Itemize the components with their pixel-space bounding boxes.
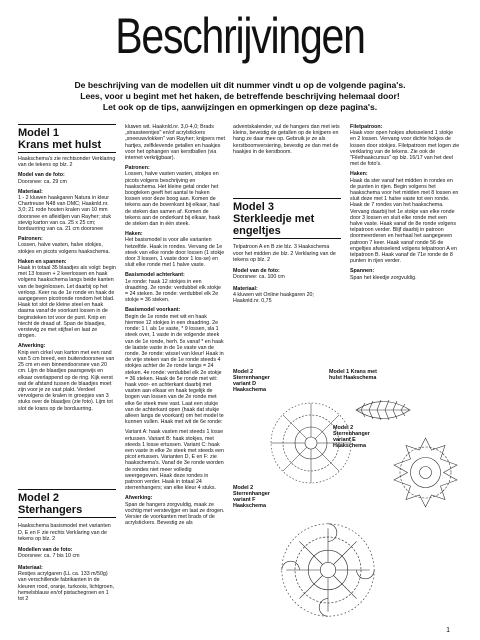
- subheading: Model van de foto:: [233, 268, 280, 275]
- model2-intro: Haakschema basismodel met varianten D, E en F zie rechts Verklaring van de tekens op blz. 2: [18, 523, 111, 542]
- model-number: Model 3: [233, 201, 274, 213]
- diagram-area: [233, 365, 463, 635]
- diagram-label: Model 2 Sterrenhanger variant D Haakschema: [233, 369, 270, 393]
- afwerking-text: Span de hangers zorgvuldig, maak ze vochtig met verstevijger en laat ze drogen. Versier de voorkanten met brads of de acrylstickers. Bevestig ze als: [125, 501, 225, 527]
- model1-intro: Haakschema's zie rechtsonder Verklaring van de tekens op blz. 2: [18, 156, 116, 169]
- intro-line: De beschrijving van de modellen uit dit nummer vindt u op de volgende pagina's.: [74, 80, 406, 90]
- page-title: Beschrijvingen: [115, 8, 365, 64]
- subheading: Basismodel achterkant:: [125, 272, 185, 279]
- size-text: Doorsnee: ca. 7 bis 10 cm: [18, 553, 80, 560]
- subheading: Model van de foto:: [18, 172, 65, 179]
- crochet-chart-variant-d: [261, 393, 361, 493]
- subheading: Afwerking:: [18, 343, 46, 350]
- model-name: Sterhangers: [18, 504, 116, 518]
- subheading: Patronen:: [18, 236, 43, 243]
- subheading: Basismodel voorkant:: [125, 307, 181, 314]
- subheading: Materiaal:: [18, 564, 43, 571]
- subheading: Afwerking:: [125, 495, 153, 502]
- filet-text: Haak voor open hokjes afwisselend 1 stokje en 2 lossen. Vervang voor dichte hokjes de lossen door stokjes. Filetpatroon met logen zie verklaring van de tekens. Zie ook de "Filethaakcursus" op blz. 16/17 van het deel met de foto's.: [350, 130, 460, 168]
- subheading: Patronen:: [125, 165, 150, 172]
- model3-section: [233, 198, 341, 310]
- column-2: [125, 124, 225, 530]
- diagram-label: Model 1 Krans met hulst Haakschema: [329, 369, 377, 381]
- col2-text: kluwen wit. Haaknld.nr. 3,0-4,0; Brads „strassteentjes" en/of acrylstickers „sneeuwvlokken" van Rayher; knijpers met hartjes, zelfklevende getallen en haakjes voor het ophangen van kerstballen (via internet verkrijgbaar).: [125, 124, 225, 162]
- size-text: Doorsnee: ca. 29 cm: [18, 178, 67, 185]
- crochet-stitches: [271, 403, 351, 483]
- variant-text: Variant A: haak vasten met steeds 1 losse ertussen. Variant B: haak stokjes, met steeds 1 losse ertussen. Variant C: haak een vaste in elke 2e steek met steeds een picot ertussen. Varianten D, E en F: zie haakschema's. Vanaf de 3e ronde worden de rondes niet meer volledig weergegeven. Haak deze rondes in patroon verder. Haak in totaal 24 sterrenhangers; van elke kleur 4 stuks.: [125, 429, 224, 492]
- page-number: 1: [446, 627, 450, 634]
- model1-header: [18, 124, 116, 153]
- diagram-label: Model 2 Sterrenhanger variant E Haakschema: [333, 425, 370, 449]
- subheading: Materiaal:: [233, 285, 258, 292]
- patterns-text: Lossen, halve vasten, halve stokjes, stokjes en picots volgens haakschema.: [18, 242, 110, 255]
- crochet-chart-variant-f: [273, 515, 383, 625]
- basis-text: 1e ronde: haak 12 stokjes in een draadring. 2e ronde: verdubbel elk stokje = 24 steken. 3e ronde: verdubbel elk 2e stokje = 36 steken.: [125, 278, 221, 304]
- subheading: Materiaal:: [18, 188, 43, 195]
- model-name: engeltjes: [233, 225, 341, 239]
- subheading: Haken en spannen:: [18, 258, 67, 265]
- model3-intro: Telpatroon A en B zie blz. 3 Haakschema voor het midden zie blz. 2 Verklaring van de tekens op blz. 2: [233, 244, 336, 263]
- haken-text: Het basismodel is voor alle varianten hetzelfde. Haak in rondes. Vervang de 1e steek van elke ronde door lossen (1 stokje door 3 lossen, 1 vaste door 1 los-se) en sluit elke ronde met 1 halve vaste.: [125, 237, 225, 269]
- crochet-chart-variant-e: [388, 435, 463, 510]
- intro-text: [40, 80, 440, 113]
- column-4: [350, 124, 460, 285]
- intro-line: Lees, voor u begint met het haken, de betreffende beschrijving helemaal door!: [80, 91, 400, 101]
- model-name: Krans met hulst: [18, 139, 116, 153]
- haken-text: Haak da ster vanaf het midden in rondes en de punten in rijen. Begin volgens het haakschema voor het midden met 8 lossen en sluit deze met 1 halve vaste tot een ronde. Haak de 7 rondes van het haakschema. Vervang daarbij het 1e stokje van elke ronde door 3 lossen en sluit elke ronde met een halve vaste. Haak vanaf de 8e ronde volgens telpatroon verder. Blijf daarbij in patroon doormeerderen en herhaal het aangegeven patroon 7 keer. Haak vanaf ronde 56 de engeltjes afwisselend volgens telpatroon A en telpatroon B. Haak vanaf de 71e ronde de 8 punten in rijen verder.: [350, 177, 459, 265]
- work-text: Knip een cirkel van karton met een rand van 5 cm breed, een buitendoorsnee van 25 cm en een binnendoorsnee van 20 cm. Lijm de blaadjes paarsgewijs en elkaar overlappend op de ring. Kijk eerst wat de afstand tussen de blaadjes moet zijn voor je ze vast plakt. Verdeel vervolgens de kralen in groepjes van 3 stuks over de blaadjes (zie foto). Lijm tot slot de krans op de borduurring.: [18, 349, 115, 412]
- patterns-text: Lossen, halve vasten vasten, stokjes en picots volgens beschrijving en haakschema. Het kleine getal onder het boogteken geeft het aantal te haken lossen voor deze boog aan. Komen de tekens aan de bovenkant bij elkaar, haal de steken dan samen af. Komen de tekens aan de onderkant bij elkaar, haak de steken dan in één steek.: [125, 171, 221, 228]
- model1-section: [18, 124, 116, 416]
- crochet-chart-leaf: [353, 395, 413, 425]
- model-name: Sterkleedje met: [233, 213, 315, 225]
- voor-text: Begin de 1e ronde met wit en haak hiermee 12 stokjes in een draadring. 2e ronde: 1 l. als 1e vaste, * 9 lossen, sla 1 steek over, 1 vaste in de volgende steek van de 1e ronde, herh. 5x vanaf * en haak de laatste vaste in de 1e vaste van de ronde. 3e ronde: wissel van kleur! Haak in de vrije steken van de 1e ronde steeds 4 stokjes achter de 2e ronde langs = 24 steken. 4e ronde: verdubbel elk 2e stokje = 36 steken. Haak de 5e ronde met wit: haak voor- en achterkant daarbij met vasten aan elkaar en haak tegelijk de bogen van lossen van de 2e ronde met elke 6e steek mee vast. Laat een stukje van de achterkant open (haak dat stukje alleen langs de voorkant) om het model te kunnen vullen. Haak met wit de 6e ronde:: [125, 313, 224, 426]
- model2-section: [18, 489, 116, 607]
- size-text: Doorsnee: ca. 100 cm: [233, 274, 285, 281]
- model2-header: [18, 489, 116, 518]
- subheading: Spannen:: [350, 268, 375, 275]
- model-number: Model 1: [18, 127, 59, 139]
- model3-header: [233, 198, 341, 239]
- material-text: 4 kluwen wit Online haakgaren 20; Haaknld.nr. 0,75: [233, 292, 314, 305]
- subheading: Filetpatroon:: [350, 124, 383, 130]
- model-number: Model 2: [18, 492, 59, 504]
- material-text: Restjes acrylgaren (LL ca. 133 m/50g) van verschillende fabrikanten in de kleuren rood, oranje, turkoois, lichtgroen, hemelsblauw en/of pistachegroen en 1 tot 2: [18, 571, 114, 602]
- spannen-text: Span het kleedje zorgvuldig.: [350, 274, 417, 281]
- subheading: Haken:: [350, 171, 368, 178]
- column-3: [233, 124, 341, 159]
- intro-line: Let ook op de tips, aanwijzingen en opmerkingen op deze pagina's.: [102, 102, 378, 112]
- subheading: Haken:: [125, 231, 143, 238]
- material-text: 1 - 2 kluwen haakgaren Natura in kleur Chartreuse N48 van DMC; Haaknld.nr. 3,0; 21 rode houten kralen van 10 mm doorsnee en afleidijen van Rayher; stuk stevig karton van ca. 25 x 25 cm; borduurring van ca. 21 cm doorsnee: [18, 195, 112, 233]
- col3-text: adventskalender, vul de hangers dan met iets kleins, bevestig de getallen op de knijpers en hang ze daar mee op. Gebruik je ze als kerstboomversiering, bevestig ze dan met de haakjes in de kerstboom.: [233, 124, 340, 155]
- subheading: Modellen van de foto:: [18, 547, 73, 554]
- diagram-label: Model 2 Sterrenhanger variant F Haakschema: [233, 485, 270, 509]
- leaves-text: Haak in totaal 35 blaadjes als volgt: begin met 13 lossen + 2 keerlossen en haak volgens haakschema langs beide kanten van de beginlossen. Let daarbij op het verloop. Keer na de 1e ronde en haak de aangegeven picotronde rondom het blad. Haak tot slot de kleine steel en haak daarna vanaf de voorkant lossen in de beginsteken tot voor de punt. Knip en hiecht de draad af. Span de blaadjes, verstevig ze met stijfsel en laat ze drogen.: [18, 265, 116, 340]
